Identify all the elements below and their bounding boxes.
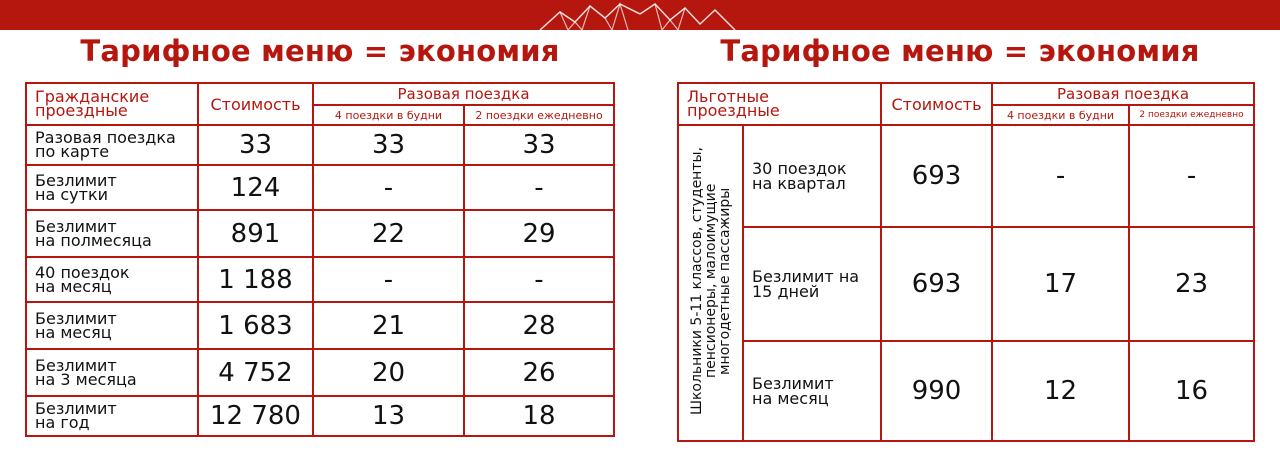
header-weekday-trips: 4 поездки в будни <box>992 105 1129 125</box>
row-price: 4 752 <box>198 349 313 396</box>
header-weekday-trips: 4 поездки в будни <box>313 105 464 125</box>
row-label: Безлимит на сутки <box>26 165 198 210</box>
row-price: 693 <box>881 125 992 227</box>
row-price: 891 <box>198 210 313 257</box>
row-daily-value: 29 <box>464 210 614 257</box>
table-row <box>678 227 1254 341</box>
header-daily-trips: 2 поездки ежедневно <box>1129 105 1254 125</box>
row-weekday-value: 12 <box>992 341 1129 441</box>
row-label: Безлимит на 15 дней <box>743 227 881 341</box>
row-label: Безлимит на 3 месяца <box>26 349 198 396</box>
row-daily-value: 28 <box>464 302 614 349</box>
row-price: 12 780 <box>198 396 313 436</box>
header-cost: Стоимость <box>198 83 313 125</box>
row-label: Безлимит на полмесяца <box>26 210 198 257</box>
row-weekday-value: 13 <box>313 396 464 436</box>
header-daily-trips: 2 поездки ежедневно <box>464 105 614 125</box>
table-row <box>678 341 1254 441</box>
row-weekday-value: 21 <box>313 302 464 349</box>
polygon-ornament-icon <box>520 0 640 30</box>
header-cost: Стоимость <box>881 83 992 125</box>
discount-tariff-table <box>677 82 1255 442</box>
row-daily-value: 18 <box>464 396 614 436</box>
decorative-banner <box>640 0 1280 30</box>
header-single-trip: Разовая поездка <box>313 83 614 105</box>
right-panel <box>640 0 1280 453</box>
row-weekday-value: - <box>992 125 1129 227</box>
row-label: Безлимит на месяц <box>743 341 881 441</box>
row-daily-value: - <box>1129 125 1254 227</box>
row-daily-value: 33 <box>464 125 614 165</box>
page-title: Тарифное меню = экономия <box>80 34 560 68</box>
header-category-label: Льготные проездные <box>678 83 881 125</box>
row-daily-value: 26 <box>464 349 614 396</box>
header-single-trip: Разовая поездка <box>992 83 1254 105</box>
decorative-banner <box>0 0 640 30</box>
table-row <box>26 210 614 257</box>
row-price: 1 683 <box>198 302 313 349</box>
table-header-row <box>26 83 614 105</box>
row-weekday-value: - <box>313 165 464 210</box>
page-title: Тарифное меню = экономия <box>720 34 1200 68</box>
table-row <box>26 349 614 396</box>
polygon-ornament-icon <box>640 0 760 30</box>
row-weekday-value: 17 <box>992 227 1129 341</box>
row-weekday-value: 20 <box>313 349 464 396</box>
row-label: Безлимит на месяц <box>26 302 198 349</box>
row-weekday-value: 33 <box>313 125 464 165</box>
row-label: Разовая поездка по карте <box>26 125 198 165</box>
beneficiary-category: Школьники 5-11 классов, студенты, пенсионеры, малоимущие многодетные пассажиры <box>678 125 743 441</box>
table-row <box>26 125 614 165</box>
row-label: Безлимит на год <box>26 396 198 436</box>
row-price: 990 <box>881 341 992 441</box>
row-daily-value: - <box>464 165 614 210</box>
row-weekday-value: - <box>313 257 464 302</box>
civil-tariff-table <box>25 82 615 437</box>
row-daily-value: - <box>464 257 614 302</box>
header-category-label: Гражданские проездные <box>26 83 198 125</box>
row-price: 33 <box>198 125 313 165</box>
table-row <box>26 257 614 302</box>
row-daily-value: 16 <box>1129 341 1254 441</box>
row-daily-value: 23 <box>1129 227 1254 341</box>
row-weekday-value: 22 <box>313 210 464 257</box>
table-row <box>678 125 1254 227</box>
row-price: 693 <box>881 227 992 341</box>
table-row <box>26 396 614 436</box>
row-label: 40 поездок на месяц <box>26 257 198 302</box>
row-price: 124 <box>198 165 313 210</box>
table-header-row <box>678 83 1254 105</box>
table-row <box>26 165 614 210</box>
table-row <box>26 302 614 349</box>
row-price: 1 188 <box>198 257 313 302</box>
row-label: 30 поездок на квартал <box>743 125 881 227</box>
